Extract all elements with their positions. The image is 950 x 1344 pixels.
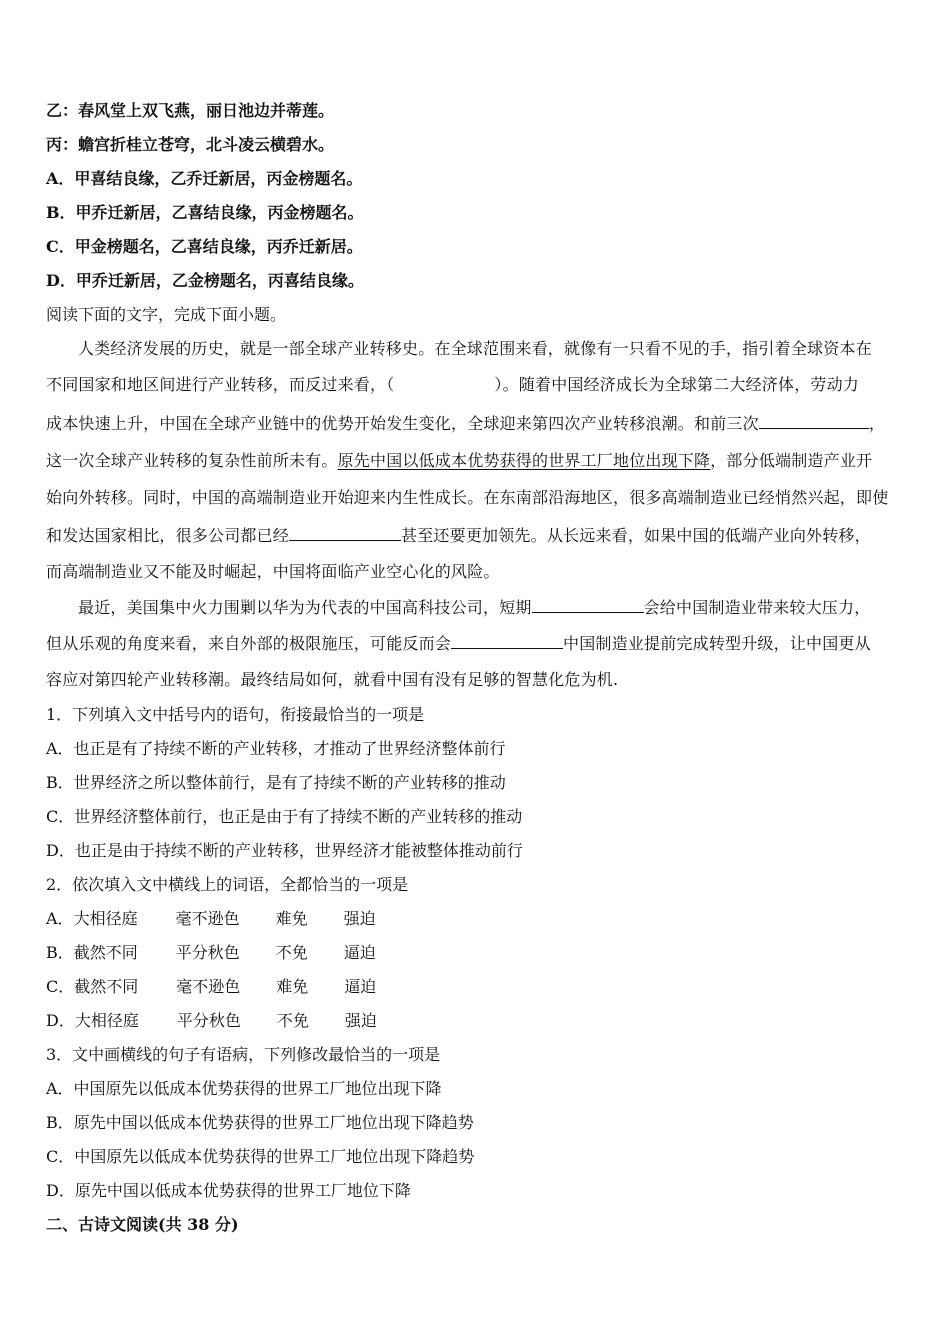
- option-word: 逼迫: [344, 977, 377, 996]
- passage-p2-line2: [46, 632, 871, 655]
- option-word: 平分秋色: [176, 1011, 241, 1030]
- q2-stem: 2．依次填入文中横线上的词语，全都恰当的一项是: [46, 875, 409, 894]
- passage-p1-line6: [46, 524, 871, 547]
- q3-option-d: D．原先中国以低成本优势获得的世界工厂地位下降: [46, 1181, 411, 1200]
- passage-p1-line4: [46, 450, 872, 472]
- fill-blank-4: [451, 632, 563, 649]
- option-word: 不免: [275, 943, 308, 962]
- option-letter: A．: [46, 909, 74, 928]
- q1-option-b: B．世界经济之所以整体前行，是有了持续不断的产业转移的推动: [46, 773, 506, 792]
- passage-text: 不同国家和地区间进行产业转移，而反过来看，（: [46, 375, 395, 394]
- option-word: 毫不逊色: [176, 977, 241, 996]
- option-word: 不免: [276, 1011, 309, 1030]
- passage-text: 最近，美国集中火力围剿以华为为代表的中国高科技公司，短期: [78, 598, 532, 617]
- passage-text: ，部分低端制造产业开: [710, 451, 873, 470]
- option-word: 截然不同: [73, 943, 138, 962]
- prev-option-a: A．甲喜结良缘，乙乔迁新居，丙金榜题名。: [46, 169, 363, 188]
- option-letter: C．: [46, 977, 75, 996]
- reading-intro: 阅读下面的文字，完成下面小题。: [46, 305, 287, 324]
- option-word: 难免: [276, 977, 309, 996]
- section-2-title: 二、古诗文阅读(共 38 分): [46, 1215, 239, 1234]
- poem-bing: 丙：蟾宫折桂立苍穹，北斗凌云横碧水。: [46, 135, 335, 154]
- q2-option-d: [46, 1010, 377, 1032]
- passage-p2-line3: 容应对第四轮产业转移潮。最终结局如何，就看中国有没有足够的智慧化危为机.: [46, 670, 619, 689]
- passage-text: 中国制造业提前完成转型升级，让中国更从: [563, 634, 871, 653]
- prev-option-d: D．甲乔迁新居，乙金榜题名，丙喜结良缘。: [46, 271, 364, 290]
- option-letter: D．: [46, 1011, 75, 1030]
- passage-text: 这一次全球产业转移的复杂性前所未有。: [46, 451, 338, 470]
- option-word: 平分秋色: [175, 943, 240, 962]
- passage-p1-line7: 而高端制造业又不能及时崛起，中国将面临产业空心化的风险。: [46, 562, 500, 581]
- q3-stem: 3．文中画横线的句子有语病，下列修改最恰当的一项是: [46, 1045, 441, 1064]
- q1-option-c: C．世界经济整体前行，也正是由于有了持续不断的产业转移的推动: [46, 807, 523, 826]
- q3-option-c: C．中国原先以低成本优势获得的世界工厂地位出现下降趋势: [46, 1147, 475, 1166]
- passage-text: 会给中国制造业带来较大压力，: [643, 598, 871, 617]
- poem-yi: 乙：春风堂上双飞燕，丽日池边并蒂莲。: [46, 101, 335, 120]
- q1-option-d: D．也正是由于持续不断的产业转移，世界经济才能被整体推动前行: [46, 841, 523, 860]
- passage-text: ，: [868, 414, 886, 433]
- q3-option-b: B．原先中国以低成本优势获得的世界工厂地位出现下降趋势: [46, 1113, 474, 1132]
- option-word: 大相径庭: [73, 909, 138, 928]
- prev-option-b: B．甲乔迁新居，乙喜结良缘，丙金榜题名。: [46, 203, 364, 222]
- passage-p2-line1: [78, 596, 870, 619]
- option-word: 毫不逊色: [175, 909, 240, 928]
- option-word: 强迫: [344, 1011, 377, 1030]
- prev-option-c: C．甲金榜题名，乙喜结良缘，丙乔迁新居。: [46, 237, 363, 256]
- fill-blank-1: [759, 412, 869, 429]
- option-word: 强迫: [343, 909, 376, 928]
- fill-blank-3: [532, 596, 644, 613]
- passage-text: ）。随着中国经济成长为全球第二大经济体，劳动力: [494, 375, 860, 394]
- passage-p1-line5: 始向外转移。同时，中国的高端制造业开始迎来内生性成长。在东南部沿海地区，很多高端制造业已经悄然兴起，即使: [46, 488, 889, 507]
- passage-p1-line1: 人类经济发展的历史，就是一部全球产业转移史。在全球范围来看，就像有一只看不见的手，指引着全球资本在: [78, 339, 872, 358]
- option-letter: B．: [46, 943, 74, 962]
- option-word: 大相径庭: [74, 1011, 139, 1030]
- q1-stem: 1．下列填入文中括号内的语句，衔接最恰当的一项是: [46, 705, 425, 724]
- passage-p1-line3: [46, 412, 885, 435]
- passage-p1-line2: [46, 374, 859, 396]
- passage-text: 和发达国家相比，很多公司都已经: [46, 526, 290, 545]
- fill-blank-2: [289, 524, 401, 541]
- option-word: 逼迫: [343, 943, 376, 962]
- passage-text: 成本快速上升，中国在全球产业链中的优势开始发生变化，全球迎来第四次产业转移浪潮。和前三次: [46, 414, 759, 433]
- passage-text: 甚至还要更加领先。从长远来看，如果中国的低端产业向外转移，: [401, 526, 871, 545]
- q2-option-b: [46, 942, 376, 964]
- q1-option-a: A．也正是有了持续不断的产业转移，才推动了世界经济整体前行: [46, 739, 506, 758]
- underlined-sentence: 原先中国以低成本优势获得的世界工厂地位出现下降: [337, 451, 711, 470]
- passage-text: 但从乐观的角度来看，来自外部的极限施压，可能反而会: [46, 634, 452, 653]
- q2-option-a: [46, 908, 376, 930]
- q3-option-a: A．中国原先以低成本优势获得的世界工厂地位出现下降: [46, 1079, 442, 1098]
- option-word: 难免: [275, 909, 308, 928]
- option-word: 截然不同: [74, 977, 139, 996]
- q2-option-c: [46, 976, 376, 998]
